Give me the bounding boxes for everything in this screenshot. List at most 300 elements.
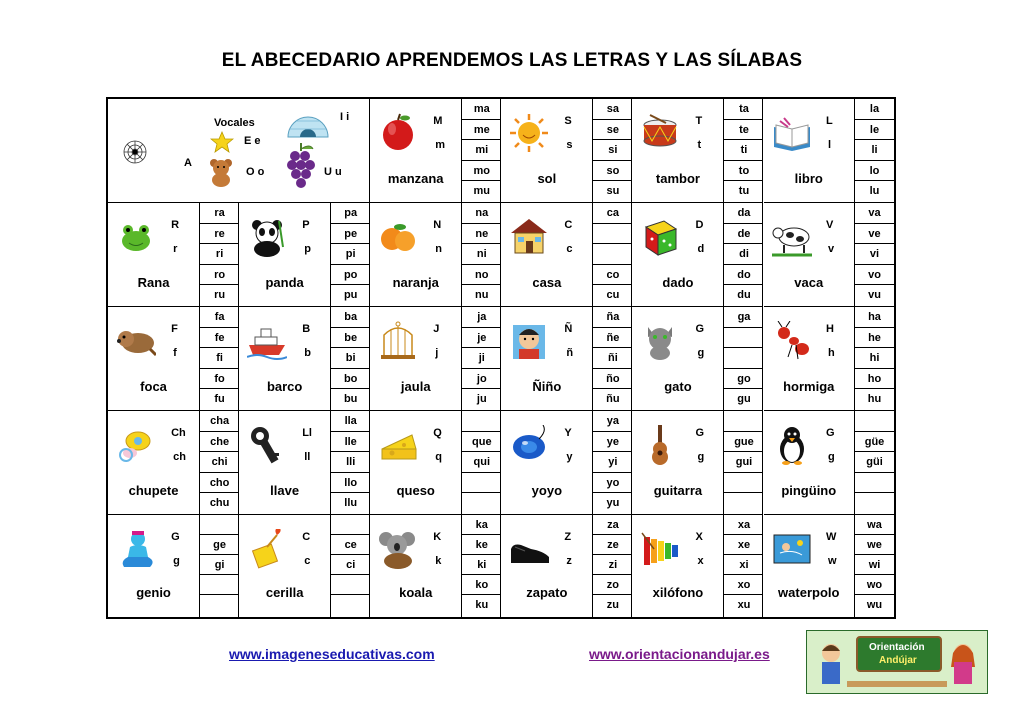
syllable: llo <box>331 473 370 494</box>
syllable: fu <box>214 393 225 405</box>
word-label: tambor <box>655 171 700 186</box>
word-label: casa <box>532 275 562 290</box>
syllable: ze <box>593 535 632 555</box>
letter-cell <box>239 203 370 307</box>
letter-uppercase: G <box>695 323 705 335</box>
syllable-column <box>330 307 370 411</box>
letter-lowercase: ñ <box>566 347 574 359</box>
letter-lowercase: z <box>566 555 572 567</box>
syllable-column <box>199 203 239 307</box>
syllable <box>462 411 501 432</box>
letter-uppercase: F <box>171 323 178 335</box>
syllable-column <box>330 411 370 515</box>
grapes-icon <box>286 141 316 191</box>
frog-icon <box>116 217 156 257</box>
syllable-column <box>592 203 632 307</box>
syllable: güe <box>855 432 894 453</box>
letter-lowercase: p <box>304 243 311 255</box>
vowels-label: Vocales <box>214 117 255 129</box>
letter-cell <box>370 515 501 617</box>
letter-lowercase: ch <box>173 451 186 463</box>
book-icon <box>772 113 812 153</box>
letter-lowercase: g <box>828 451 835 463</box>
genie-icon <box>116 529 156 569</box>
letter-cell <box>764 307 895 411</box>
letter-cell <box>632 203 763 307</box>
syllable: llu <box>344 497 358 509</box>
word-label: llave <box>270 483 300 498</box>
syllable: do <box>724 265 763 286</box>
syllable: ku <box>475 599 489 612</box>
letter-lowercase: g <box>697 451 705 463</box>
word-label: genio <box>136 585 171 600</box>
syllable: vu <box>868 289 881 301</box>
syllable <box>331 595 370 615</box>
letter-lowercase: c <box>566 243 573 255</box>
letter-uppercase: G <box>826 427 835 439</box>
syllable <box>593 244 632 265</box>
syllable: da <box>724 203 763 224</box>
vowel-a: A <box>184 157 192 169</box>
letter-cell <box>632 411 763 515</box>
syllable: xo <box>724 575 763 595</box>
syllable-column <box>592 411 632 515</box>
syllable: lli <box>331 452 370 473</box>
letter-lowercase: g <box>697 347 705 359</box>
syllable: le <box>855 120 894 141</box>
syllable: li <box>855 140 894 161</box>
syllable: ho <box>855 369 894 390</box>
word-label: guitarra <box>653 483 703 498</box>
syllable: ta <box>724 99 763 120</box>
syllable: yo <box>593 473 632 494</box>
pacifier-icon <box>116 425 156 465</box>
letter-lowercase: v <box>828 243 835 255</box>
letter-lowercase: l <box>828 139 832 151</box>
syllable: re <box>200 224 239 245</box>
xylophone-icon <box>640 529 680 569</box>
syllable: to <box>724 161 763 182</box>
syllable <box>331 575 370 595</box>
syllable-column <box>723 515 763 617</box>
letter-uppercase: B <box>302 323 311 335</box>
syllable: yi <box>593 452 632 473</box>
syllable <box>462 493 501 514</box>
syllable: di <box>724 244 763 265</box>
link-imageneseducativas[interactable]: www.imageneseducativas.com <box>229 646 435 662</box>
vowel-e: E e <box>244 135 261 147</box>
letter-cell <box>239 307 370 411</box>
syllable: cu <box>606 289 620 301</box>
syllable <box>724 493 763 514</box>
syllable: tu <box>738 185 750 197</box>
letter-cell <box>764 411 895 515</box>
syllable-column <box>723 307 763 411</box>
letter-cell <box>632 515 763 617</box>
word-label: xilófono <box>652 585 704 600</box>
letter-uppercase: Q <box>433 427 442 439</box>
ant-icon <box>772 321 812 361</box>
letter-uppercase: N <box>433 219 442 231</box>
syllable: wa <box>855 515 894 535</box>
bear-icon <box>208 157 234 187</box>
syllable: so <box>593 161 632 182</box>
word-label: libro <box>794 171 823 186</box>
word-label: foca <box>140 379 167 394</box>
letter-cell <box>632 99 763 203</box>
syllable: pu <box>343 289 358 301</box>
vowel-i: I i <box>340 111 350 123</box>
word-label: queso <box>396 483 435 498</box>
letter-lowercase: x <box>697 555 704 567</box>
syllable: be <box>331 328 370 349</box>
syllable: lle <box>331 432 370 453</box>
letter-lowercase: q <box>435 451 443 463</box>
letter-uppercase: D <box>695 219 704 231</box>
syllable: güi <box>855 452 894 473</box>
letter-lowercase: b <box>304 347 311 359</box>
waterpolo-icon <box>772 529 812 569</box>
syllable: ge <box>200 535 239 555</box>
syllable: hi <box>855 348 894 369</box>
syllable: hu <box>867 393 882 405</box>
letter-uppercase: M <box>433 115 443 127</box>
drum-icon <box>640 113 680 153</box>
logo-text-line1: Orientación <box>869 642 925 653</box>
syllable: gui <box>724 452 763 473</box>
syllable: ro <box>200 265 239 286</box>
syllable: ñi <box>593 348 632 369</box>
syllable: fi <box>200 348 239 369</box>
word-label: koala <box>399 585 433 600</box>
syllable: ke <box>462 535 501 555</box>
letter-uppercase: R <box>171 219 180 231</box>
syllable-column <box>723 411 763 515</box>
letter-lowercase: c <box>304 555 311 567</box>
syllable: xe <box>724 535 763 555</box>
letter-cell <box>108 411 239 515</box>
syllable <box>724 473 763 494</box>
syllable: vo <box>855 265 894 286</box>
syllable: de <box>724 224 763 245</box>
syllable: ra <box>200 203 239 224</box>
syllable: qui <box>462 452 501 473</box>
letter-cell <box>370 411 501 515</box>
letter-lowercase: d <box>697 243 705 255</box>
syllable-column <box>592 99 632 203</box>
letter-lowercase: s <box>566 139 573 151</box>
syllable-column <box>199 307 239 411</box>
seal-icon <box>116 321 156 361</box>
word-label: pingüino <box>781 483 837 498</box>
syllable: ri <box>200 244 239 265</box>
syllable: xu <box>737 599 751 612</box>
syllable: ba <box>331 307 370 328</box>
letter-uppercase: W <box>826 531 837 543</box>
syllable-column <box>592 515 632 617</box>
syllable-column <box>461 99 501 203</box>
word-label: panda <box>265 275 304 290</box>
syllable <box>855 473 894 494</box>
syllable: ño <box>593 369 632 390</box>
syllable-column <box>723 99 763 203</box>
word-label: yoyo <box>531 483 563 498</box>
letter-cell <box>501 307 632 411</box>
syllable: pa <box>331 203 370 224</box>
apple-icon <box>378 113 418 153</box>
vowel-o: O o <box>246 166 265 178</box>
letter-lowercase: w <box>828 555 837 567</box>
word-label: naranja <box>392 275 439 290</box>
letter-cell <box>764 203 895 307</box>
syllable: go <box>724 369 763 390</box>
syllable-column <box>592 307 632 411</box>
syllable: ka <box>462 515 501 535</box>
letter-uppercase: Ñ <box>564 323 573 335</box>
key-icon <box>247 425 287 465</box>
letter-uppercase: V <box>826 219 834 231</box>
syllable: ñe <box>593 328 632 349</box>
syllable: chi <box>200 452 239 473</box>
letter-uppercase: J <box>433 323 440 335</box>
syllable: gue <box>724 432 763 453</box>
syllable: ni <box>462 244 501 265</box>
syllable: wu <box>866 599 883 612</box>
boat-icon <box>247 321 287 361</box>
word-label: chupete <box>128 483 179 498</box>
syllable: ha <box>855 307 894 328</box>
syllable: ña <box>593 307 632 328</box>
syllable: no <box>462 265 501 286</box>
letter-uppercase: G <box>695 427 705 439</box>
syllable: fo <box>200 369 239 390</box>
syllable: zu <box>606 599 619 612</box>
link-orientacionandujar[interactable]: www.orientacionandujar.es <box>589 646 770 662</box>
syllable-column <box>854 203 894 307</box>
syllable: che <box>200 432 239 453</box>
syllable: lo <box>855 161 894 182</box>
letter-lowercase: n <box>435 243 443 255</box>
letter-lowercase: k <box>435 555 442 567</box>
syllable: ya <box>593 411 632 432</box>
letter-cell <box>501 515 632 617</box>
sun-icon <box>509 113 549 153</box>
syllable: wi <box>855 555 894 575</box>
cage-icon <box>378 321 418 361</box>
letter-uppercase: Ch <box>171 427 186 439</box>
letter-lowercase: y <box>566 451 573 463</box>
syllable-column <box>461 411 501 515</box>
syllable: ji <box>462 348 501 369</box>
syllable: se <box>593 120 632 141</box>
syllable: co <box>593 265 632 286</box>
syllable: zo <box>593 575 632 595</box>
syllable: ye <box>593 432 632 453</box>
letter-cell <box>501 99 632 203</box>
dice-icon <box>640 217 680 257</box>
word-label: hormiga <box>783 379 835 394</box>
alphabet-board <box>106 97 896 619</box>
syllable: gu <box>737 393 751 405</box>
syllable: bi <box>331 348 370 369</box>
letter-cell <box>370 203 501 307</box>
syllable-column <box>854 411 894 515</box>
syllable: jo <box>462 369 501 390</box>
letter-lowercase: h <box>828 347 835 359</box>
syllable: xa <box>724 515 763 535</box>
syllable: que <box>462 432 501 453</box>
letter-lowercase: f <box>173 347 177 359</box>
vowels-cell <box>108 99 370 203</box>
syllable: va <box>855 203 894 224</box>
penguin-icon <box>772 425 812 465</box>
boy-icon <box>509 321 549 361</box>
letter-uppercase: X <box>695 531 703 543</box>
syllable: mu <box>473 185 491 197</box>
letter-cell <box>108 515 239 617</box>
syllable: bu <box>343 393 358 405</box>
syllable <box>855 493 894 514</box>
syllable: mo <box>462 161 501 182</box>
syllable: ne <box>462 224 501 245</box>
koala-icon <box>378 529 418 569</box>
word-label: sol <box>537 171 557 186</box>
syllable-column <box>330 203 370 307</box>
syllable: me <box>462 120 501 141</box>
letter-lowercase: g <box>173 555 180 567</box>
match-icon <box>247 529 287 569</box>
syllable <box>724 411 763 432</box>
word-label: barco <box>266 379 303 394</box>
letter-uppercase: C <box>564 219 573 231</box>
letter-uppercase: Ll <box>302 427 312 439</box>
word-label: zapato <box>526 585 568 600</box>
letter-uppercase: S <box>564 115 572 127</box>
letter-cell <box>764 515 895 617</box>
syllable: ju <box>476 393 487 405</box>
syllable: yu <box>606 497 620 509</box>
letter-uppercase: H <box>826 323 834 335</box>
syllable-column <box>199 411 239 515</box>
syllable: ru <box>214 289 226 301</box>
letter-cell <box>108 203 239 307</box>
page-title: EL ABECEDARIO APRENDEMOS LAS LETRAS Y LAS SÍLABAS <box>221 50 803 71</box>
letter-cell <box>370 307 501 411</box>
orientacion-andujar-logo <box>806 630 988 694</box>
cat-icon <box>640 321 680 361</box>
cow-icon <box>772 217 812 257</box>
igloo-icon <box>286 107 330 139</box>
word-label: vaca <box>794 275 824 290</box>
syllable <box>855 411 894 432</box>
syllable: la <box>855 99 894 120</box>
guitar-icon <box>640 425 680 465</box>
word-label: gato <box>664 379 692 394</box>
letter-uppercase: P <box>302 219 310 231</box>
syllable: nu <box>475 289 489 301</box>
syllable-column <box>330 515 370 617</box>
letter-cell <box>632 307 763 411</box>
word-label: waterpolo <box>778 585 840 600</box>
syllable: ci <box>331 555 370 575</box>
letter-lowercase: m <box>435 139 446 151</box>
syllable: ti <box>724 140 763 161</box>
syllable: ca <box>593 203 632 224</box>
syllable: pe <box>331 224 370 245</box>
orange-icon <box>378 217 418 257</box>
syllable-column <box>723 203 763 307</box>
syllable: gi <box>200 555 239 575</box>
syllable: vi <box>855 244 894 265</box>
syllable <box>462 473 501 494</box>
syllable: he <box>855 328 894 349</box>
syllable: je <box>462 328 501 349</box>
syllable: ko <box>462 575 501 595</box>
syllable: fe <box>200 328 239 349</box>
syllable: chu <box>209 497 230 509</box>
letter-uppercase: T <box>695 115 703 127</box>
cheese-icon <box>378 425 418 465</box>
syllable: zi <box>593 555 632 575</box>
syllable: ja <box>462 307 501 328</box>
syllable: bo <box>331 369 370 390</box>
syllable <box>200 595 239 615</box>
syllable: su <box>606 185 620 197</box>
syllable: ce <box>331 535 370 555</box>
syllable: po <box>331 265 370 286</box>
syllable-column <box>461 307 501 411</box>
logo-text-line2: Andújar <box>879 655 917 666</box>
syllable: pi <box>331 244 370 265</box>
syllable-column <box>461 515 501 617</box>
letter-lowercase: ll <box>304 451 311 463</box>
letter-lowercase: r <box>173 243 178 255</box>
letter-cell <box>239 411 370 515</box>
letter-uppercase: G <box>171 531 180 543</box>
letter-lowercase: t <box>697 139 702 151</box>
syllable: sa <box>593 99 632 120</box>
syllable: te <box>724 120 763 141</box>
syllable-column <box>854 99 894 203</box>
letter-cell <box>108 307 239 411</box>
letter-cell <box>370 99 501 203</box>
letter-cell <box>501 203 632 307</box>
letter-uppercase: Y <box>564 427 572 439</box>
syllable <box>200 575 239 595</box>
syllable: mi <box>462 140 501 161</box>
syllable: za <box>593 515 632 535</box>
syllable <box>331 515 370 535</box>
word-label: dado <box>662 275 694 290</box>
syllable: ki <box>462 555 501 575</box>
syllable: ñu <box>606 393 620 405</box>
letter-uppercase: K <box>433 531 442 543</box>
syllable: cho <box>200 473 239 494</box>
word-label: manzana <box>387 171 444 186</box>
shoe-icon <box>509 529 549 569</box>
word-label: jaula <box>400 379 431 394</box>
syllable: si <box>593 140 632 161</box>
syllable: na <box>462 203 501 224</box>
letter-uppercase: L <box>826 115 833 127</box>
syllable-column <box>461 203 501 307</box>
word-label: Rana <box>137 275 170 290</box>
vowel-u: U u <box>324 166 342 178</box>
spider-web-icon <box>122 139 148 165</box>
letter-cell <box>764 99 895 203</box>
letter-lowercase: j <box>435 347 439 359</box>
syllable: ve <box>855 224 894 245</box>
